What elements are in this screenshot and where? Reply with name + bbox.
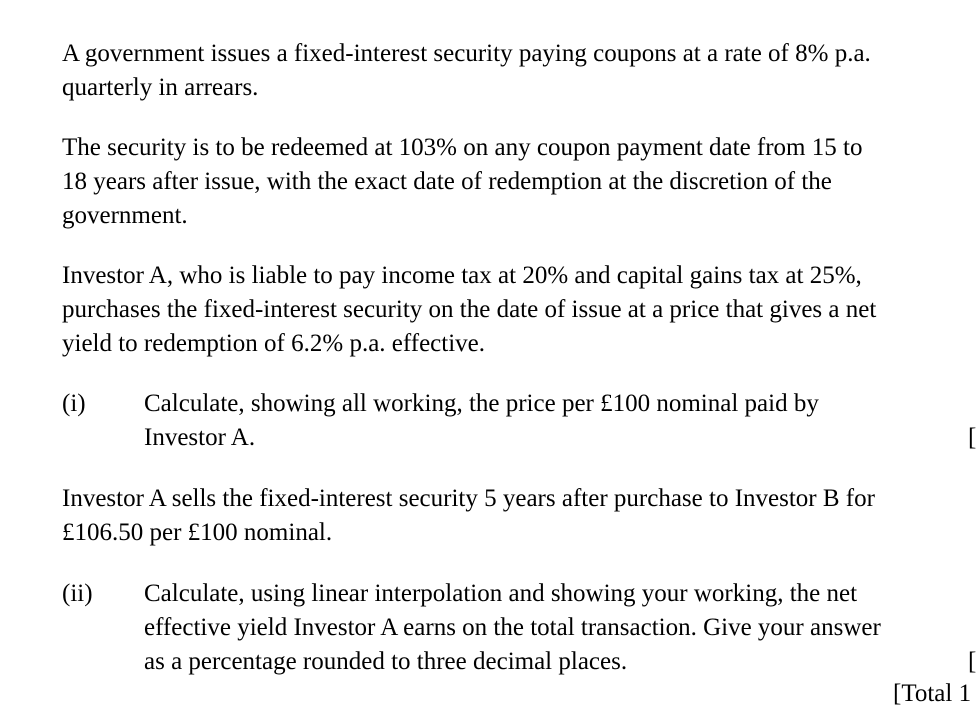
text-line: yield to redemption of 6.2% p.a. effective. — [62, 330, 486, 357]
text-line: Calculate, showing all working, the price per £100 nominal paid by — [144, 390, 819, 417]
text-line: effective yield Investor A earns on the total transaction. Give your answer — [144, 614, 881, 641]
text-line: government. — [62, 202, 188, 229]
investor-a-paragraph — [62, 259, 967, 361]
redemption-paragraph — [62, 131, 967, 233]
intro-paragraph — [62, 37, 967, 105]
investor-b-paragraph — [62, 482, 967, 550]
question-text — [144, 387, 964, 455]
mark-bracket: [ — [968, 424, 977, 451]
text-line: Investor A. — [144, 424, 256, 451]
mark-bracket: [ — [968, 648, 977, 675]
question-label: (ii) — [62, 580, 93, 607]
text-line: as a percentage rounded to three decimal places. — [144, 648, 628, 675]
text-line: Calculate, using linear interpolation and showing your working, the net — [144, 580, 858, 607]
text-line: The security is to be redeemed at 103% on any coupon payment date from 15 to — [62, 134, 863, 161]
text-line: Investor A, who is liable to pay income tax at 20% and capital gains tax at 25%, — [62, 262, 862, 289]
text-line: quarterly in arrears. — [62, 74, 259, 101]
question-text — [144, 577, 964, 679]
text-line: A government issues a fixed-interest security paying coupons at a rate of 8% p.a. — [62, 40, 871, 67]
question-label: (i) — [62, 390, 86, 417]
text-line: Investor A sells the fixed-interest security 5 years after purchase to Investor B for — [62, 485, 875, 512]
total-marks: [Total 1 — [893, 680, 972, 707]
text-line: purchases the fixed-interest security on the date of issue at a price that gives a net — [62, 296, 877, 323]
text-line: £106.50 per £100 nominal. — [62, 519, 333, 546]
text-line: 18 years after issue, with the exact date of redemption at the discretion of the — [62, 168, 832, 195]
